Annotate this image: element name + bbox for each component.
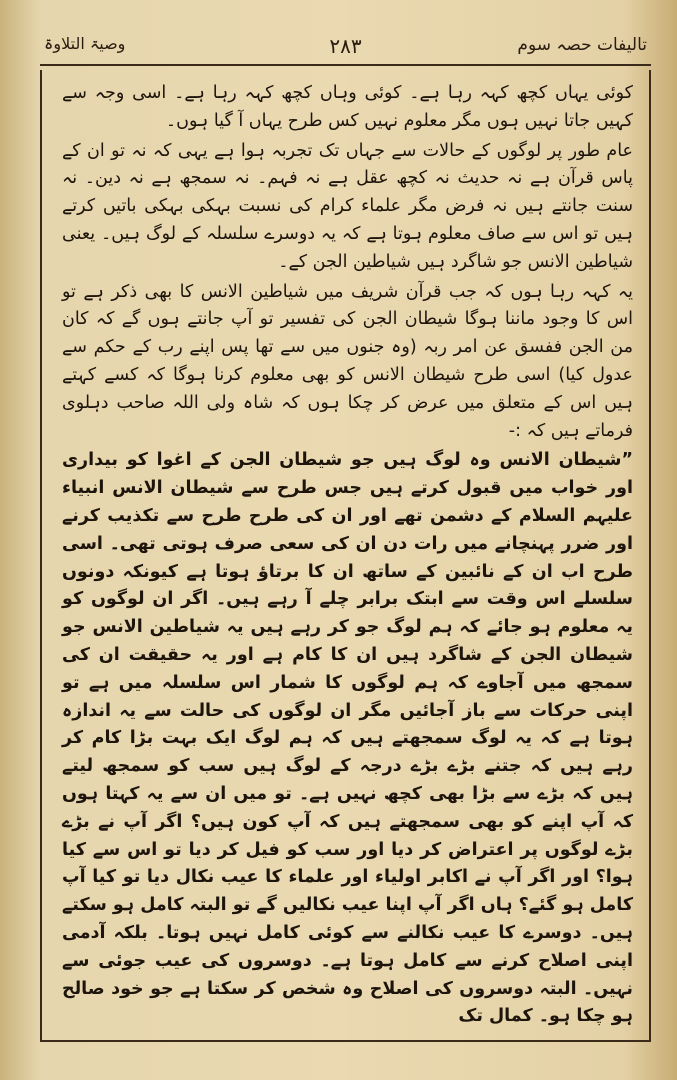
page-number: ۲۸۳ [329,34,362,58]
section-title: وصیۃ التلاوۃ [44,34,126,53]
book-title: تالیفات حصہ سوم [517,35,647,55]
paragraph-2: عام طور پر لوگوں کے حالات سے جہاں تک تجربہ ہوا ہے یہی کہ نہ تو ان کے پاس قرآن ہے نہ حدیث نہ کچھ عقل ہے نہ فہم۔ نہ سمجھ ہے نہ دین۔ نہ سنت جانتے ہیں نہ فرض مگر علماء کرام کی نسبت بہکی بہکی باتیں کرتے ہیں تو اس سے صاف معلوم ہوتا ہے کہ یہ دوسرے سلسلہ کے لوگ ہیں۔ یعنی شیاطین الانس جو شاگرد ہیں شیاطین الجن کے۔ [62,140,633,272]
paragraph-1: کوئی یہاں کچھ کہہ رہا ہے۔ کوئی وہاں کچھ کہہ رہا ہے۔ اسی وجہ سے کہیں جاتا نہیں ہوں مگر معلوم نہیں کس طرح یہاں آ گیا ہوں۔ [62,83,633,131]
paragraph-3: یہ کہہ رہا ہوں کہ جب قرآن شریف میں شیاطین الانس کا بھی ذکر ہے تو اس کا وجود ماننا ہوگا شیطان الجن کی تفسیر تو آپ جانتے ہوں گے کہ کان من الجن ففسق عن امر ربہ (وہ جنوں میں سے تھا پس اپنے رب کے حکم سے عدول کیا) اسی طرح شیطان الانس کو بھی معلوم کرنا ہوگا کہ کسے کہتے ہیں اس کے متعلق میں عرض کر چکا ہوں کہ شاہ ولی اللہ صاحب دہلوی فرماتے ہیں کہ :- [62,281,633,441]
page-header [40,30,651,66]
quoted-passage: ”شیطان الانس وہ لوگ ہیں جو شیطان الجن کے اغوا کو بیداری اور خواب میں قبول کرتے ہیں جس طرح سے شیطان الانس انبیاء علیہم السلام کے دشمن تھے اور ان کی طرح طرح سے تکذیب کرنے اور ضرر پہنچانے میں رات دن ان کی سعی صرف ہوتی تھی۔ اسی طرح اب ان کے نائبین کے ساتھ ان کا برتاؤ ہوتا ہے کیونکہ دونوں سلسلے اس وقت سے ابتک برابر چلے آ رہے ہیں۔ اگر ان لوگوں کو یہ معلوم ہو جائے کہ ہم لوگ جو کر رہے ہیں یہ شیاطین الانس جو شیطان الجن کے شاگرد ہیں ان کا کام ہے اور یہ حقیقت ان کی سمجھ میں آجاوے کہ ہم لوگوں کا شمار اس سلسلہ میں ہے تو اپنی حرکات سے باز آجائیں مگر ان لوگوں کی حالت سے یہ اندازہ ہوتا ہے کہ یہ لوگ سمجھتے ہیں کہ ہم لوگ ایک بہت بڑا کام کر رہے ہیں کہ جتنے بڑے بڑے درجہ کے لوگ ہیں سب کو سمجھ لیتے ہیں کہ بڑے سے بڑا بھی کچھ نہیں ہے۔ تو میں ان سے یہ کہتا ہوں کہ آپ اپنے کو بھی سمجھتے ہیں کہ آپ کون ہیں؟ اگر آپ نے بڑے بڑے لوگوں پر اعتراض کر دیا اور سب کو فیل کر دیا تو اس سے کیا ہوا؟ اور اگر آپ نے اکابر اولیاء اور علماء کا عیب نکال دیا تو کیا آپ کامل ہو گئے؟ ہاں اگر آپ اپنا عیب نکالیں گے تو البتہ کامل ہو سکتے ہیں۔ دوسرے کا عیب نکالنے سے کوئی کامل نہیں ہوتا۔ بلکہ آدمی اپنی اصلاح کرنے سے کامل ہوتا ہے۔ دوسروں کی عیب جوئی سے نہیں۔ البتہ دوسروں کی اصلاح وہ شخص کر سکتا ہے جو خود صالح ہو چکا ہو۔ کمال تک [62,450,633,1027]
body-text [62,80,633,1031]
